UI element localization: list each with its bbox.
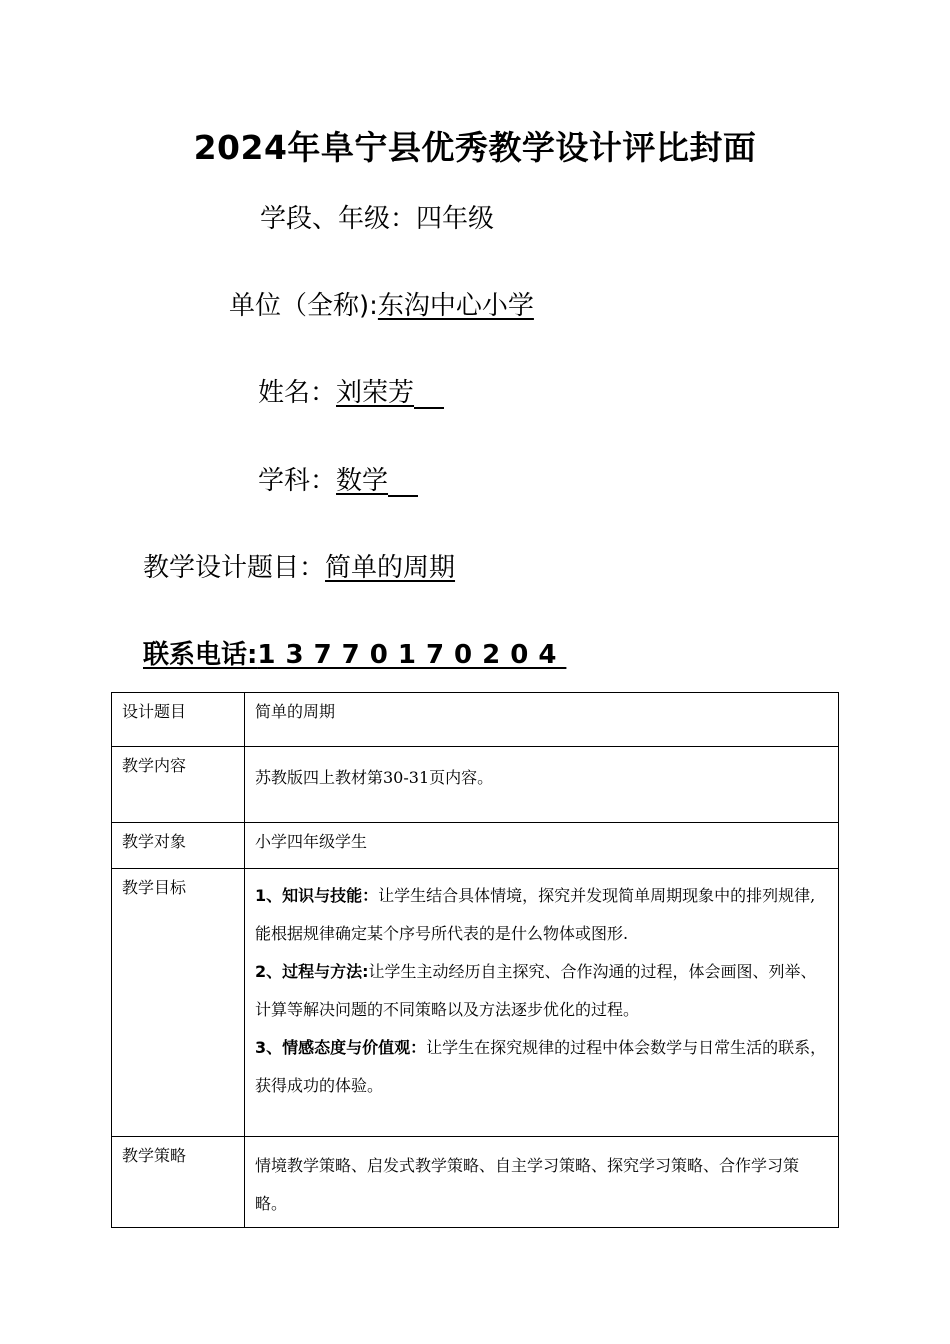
row-label: 教学目标	[112, 869, 245, 1137]
topic-field	[143, 547, 455, 584]
objective-head: 2、过程与方法:	[255, 962, 369, 981]
subject-label: 学科：	[258, 466, 337, 496]
objective-text: 让学生结合具体情境，探究并发现简单周期现象中的排列规律,能根据规律确定某个序号所代表的是什么物体或图形.	[255, 886, 816, 943]
objectives-cell	[245, 869, 839, 1137]
subject-value: 数学	[336, 466, 389, 496]
row-label: 教学内容	[112, 747, 245, 823]
topic-label: 教学设计题目：	[143, 553, 326, 583]
grade-field	[260, 198, 494, 235]
topic-value: 简单的周期	[325, 553, 456, 583]
subject-field	[258, 460, 418, 497]
table-row	[112, 823, 839, 869]
row-value: 情境教学策略、启发式教学策略、自主学习策略、探究学习策略、合作学习策略。	[245, 1137, 839, 1228]
grade-label: 学段、年级：	[260, 204, 417, 234]
name-label: 姓名：	[258, 378, 337, 408]
objective-item	[255, 1029, 828, 1105]
table-row	[112, 869, 839, 1137]
unit-value: 东沟中心小学	[377, 291, 534, 321]
table-row	[112, 747, 839, 823]
row-value: 简单的周期	[245, 693, 839, 747]
objective-text: 让学生在探究规律的过程中体会数学与日常生活的联系，获得成功的体验。	[255, 1038, 827, 1095]
row-label: 设计题目	[112, 693, 245, 747]
unit-label: 单位（全称):	[229, 291, 378, 321]
cover-title: 2024年阜宁县优秀教学设计评比封面	[193, 128, 757, 167]
objective-head: 1、知识与技能：	[255, 886, 379, 905]
objective-item	[255, 953, 828, 1029]
unit-field	[229, 285, 534, 322]
name-underline	[414, 380, 444, 409]
row-value: 小学四年级学生	[245, 823, 839, 869]
row-value: 苏教版四上教材第30-31页内容。	[245, 747, 839, 823]
design-table	[111, 692, 839, 1228]
table-row	[112, 1137, 839, 1228]
name-value: 刘荣芳	[336, 378, 415, 408]
table-row	[112, 693, 839, 747]
grade-value: 四年级	[416, 204, 495, 234]
row-label: 教学策略	[112, 1137, 245, 1228]
objective-text: 让学生主动经历自主探究、合作沟通的过程，体会画图、列举、计算等解决问题的不同策略以及方法逐步优化的过程。	[255, 962, 817, 1019]
phone-field	[143, 634, 566, 671]
name-field	[258, 372, 444, 409]
phone-label: 联系电话:	[143, 640, 258, 670]
subject-underline	[388, 468, 418, 497]
objective-head: 3、情感态度与价值观：	[255, 1038, 427, 1057]
objective-item	[255, 877, 828, 953]
row-label: 教学对象	[112, 823, 245, 869]
phone-value: 13770170204	[257, 640, 567, 670]
